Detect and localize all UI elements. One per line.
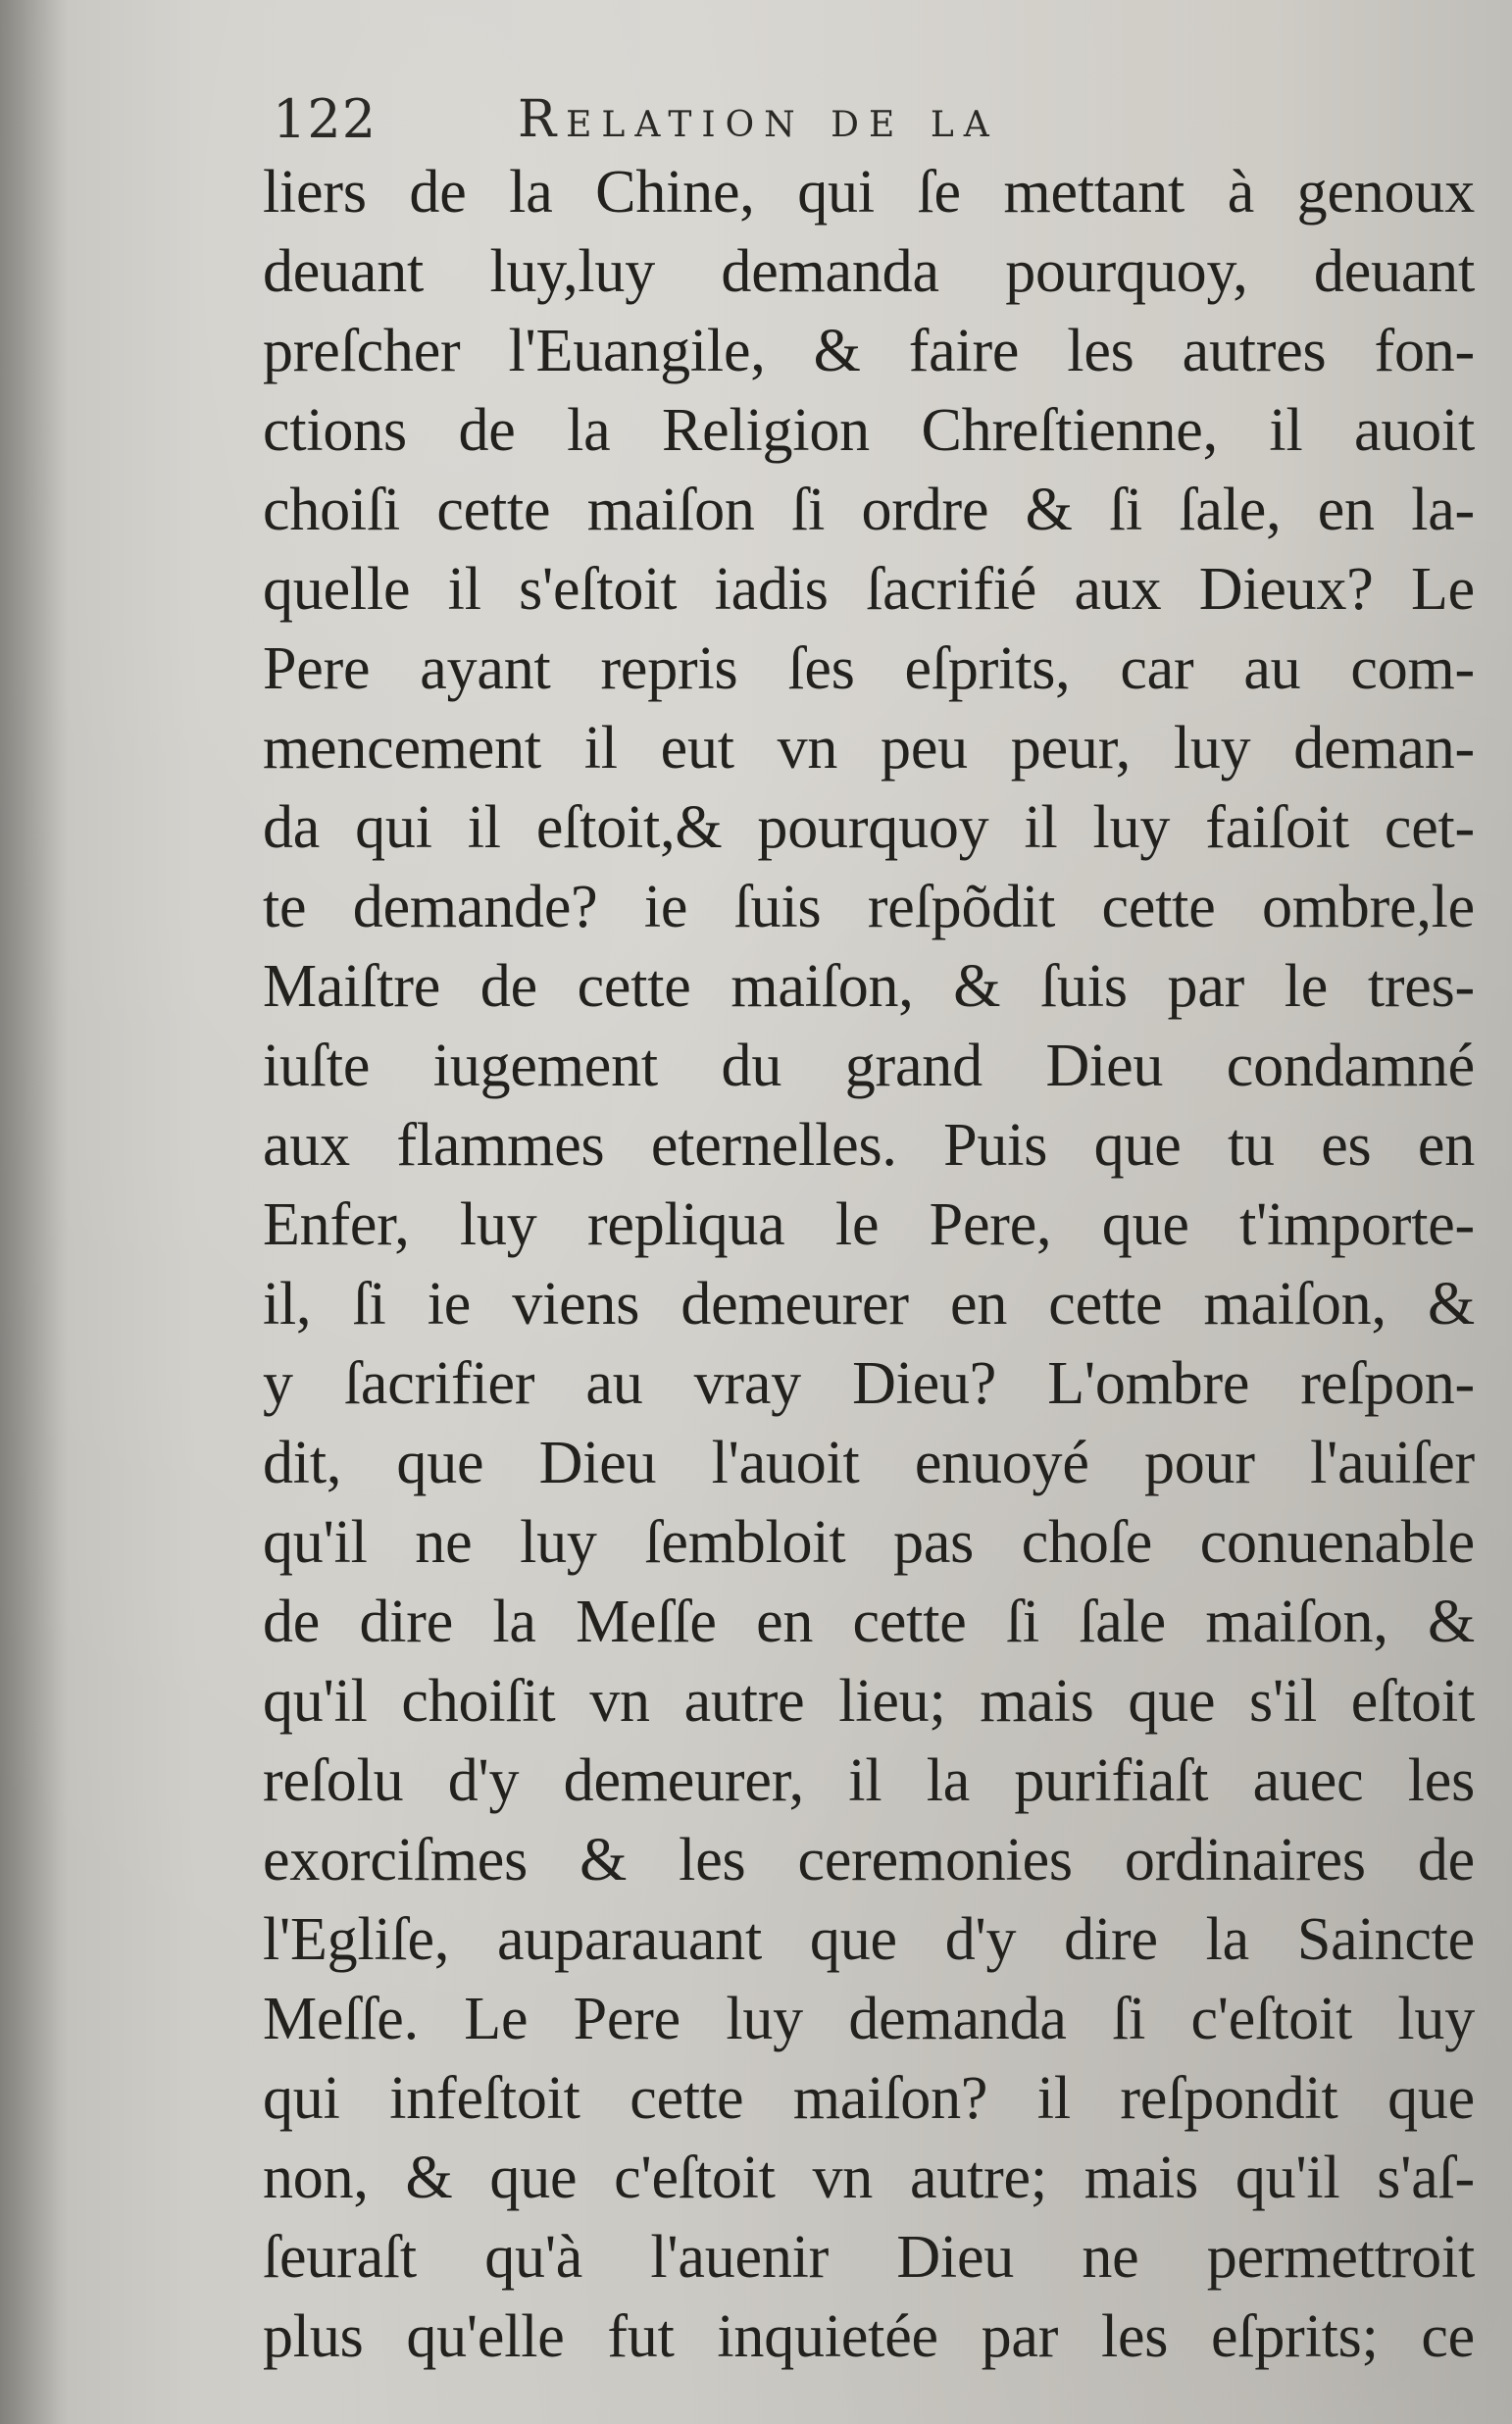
text-line: preſcher l'Euangile, & faire les autres fon- xyxy=(263,318,1475,384)
text-line: ſeuraſt qu'à l'auenir Dieu ne permettroit xyxy=(263,2224,1475,2291)
text-line: qui infeſtoit cette maiſon? il reſpondit que xyxy=(263,2065,1475,2132)
text-line: mencement il eut vn peu peur, luy deman- xyxy=(263,715,1475,782)
text-line: qu'il ne luy ſembloit pas choſe conuenable xyxy=(263,1509,1475,1576)
text-line: qu'il choiſit vn autre lieu; mais que s'il eſtoit xyxy=(263,1668,1475,1735)
text-line: ctions de la Religion Chreſtienne, il auoit xyxy=(263,397,1475,464)
text-line: te demande? ie ſuis reſpõdit cette ombre,le xyxy=(263,874,1475,940)
text-line: aux flammes eternelles. Puis que tu es en xyxy=(263,1112,1475,1179)
text-line: Enfer, luy repliqua le Pere, que t'importe- xyxy=(263,1191,1475,1258)
text-line: Maiſtre de cette maiſon, & ſuis par le tres- xyxy=(263,953,1475,1020)
text-line: y ſacrifier au vray Dieu? L'ombre reſpon- xyxy=(263,1350,1475,1417)
text-line: de dire la Meſſe en cette ſi ſale maiſon, & xyxy=(263,1589,1475,1655)
gutter-shadow xyxy=(0,0,69,2424)
text-line: choiſi cette maiſon ſi ordre & ſi ſale, en la- xyxy=(263,477,1475,543)
body-text xyxy=(263,153,1479,2377)
text-line: l'Egliſe, auparauant que d'y dire la Saincte xyxy=(263,1906,1475,1973)
text-line: iuſte iugement du grand Dieu condamné xyxy=(263,1033,1475,1099)
text-line: da qui il eſtoit,& pourquoy il luy faiſoit cet- xyxy=(263,794,1475,861)
text-line: plus qu'elle fut inquietée par les eſprits; ce xyxy=(263,2303,1475,2370)
text-line: exorciſmes & les ceremonies ordinaires de xyxy=(263,1827,1475,1894)
text-line: Meſſe. Le Pere luy demanda ſi c'eſtoit luy xyxy=(263,1986,1475,2052)
page-number: 122 xyxy=(273,88,378,150)
text-line: liers de la Chine, qui ſe mettant à genoux xyxy=(263,159,1475,226)
text-line: deuant luy,luy demanda pourquoy, deuant xyxy=(263,238,1475,305)
text-line: Pere ayant repris ſes eſprits, car au com- xyxy=(263,635,1475,702)
text-line: il, ſi ie viens demeurer en cette maiſon, & xyxy=(263,1271,1475,1338)
running-head: Relation de la xyxy=(518,90,999,149)
text-line: non, & que c'eſtoit vn autre; mais qu'il s'aſ- xyxy=(263,2145,1475,2211)
text-line: reſolu d'y demeurer, il la purifiaſt auec les xyxy=(263,1747,1475,1814)
page-header xyxy=(273,80,1430,159)
text-line: quelle il s'eſtoit iadis ſacrifié aux Dieux? Le xyxy=(263,556,1475,623)
text-line: dit, que Dieu l'auoit enuoyé pour l'auiſer xyxy=(263,1430,1475,1496)
